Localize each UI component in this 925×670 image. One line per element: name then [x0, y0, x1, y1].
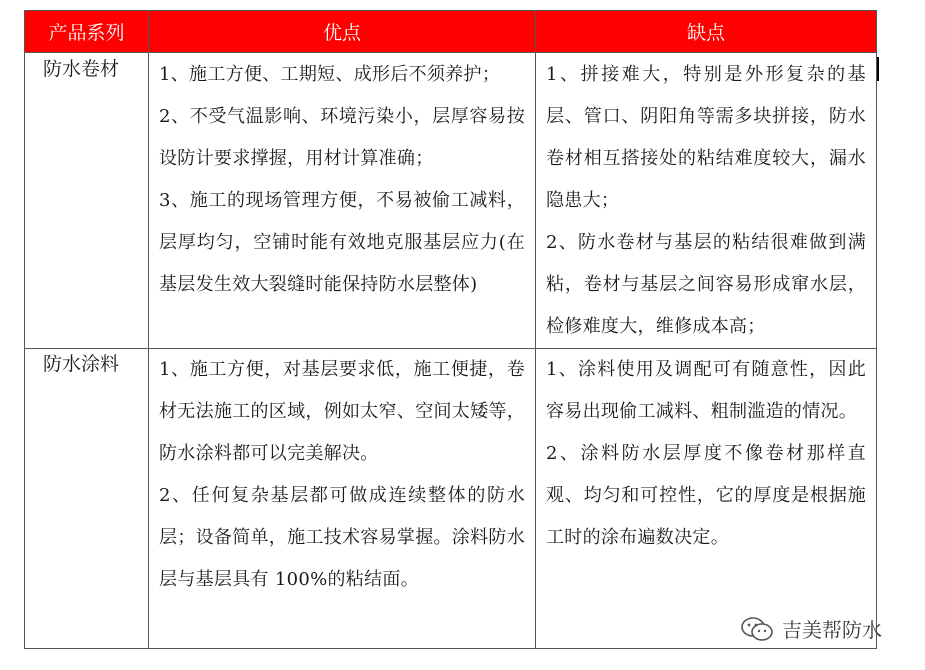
cons-item: 1、涂料使用及调配可有随意性，因此容易出现偷工减料、粗制滥造的情况。 [546, 359, 866, 422]
wechat-icon [740, 616, 774, 642]
pros-cell [149, 349, 536, 649]
category-cell: 防水涂料 [25, 349, 149, 649]
pros-item: 2、不受气温影响、环境污染小，层厚容易按设防计要求撑握，用材计算准确； [159, 106, 525, 169]
cons-item: 2、涂料防水层厚度不像卷材那样直观、均匀和可控性，它的厚度是根据施工时的涂布遍数决定。 [546, 443, 866, 548]
category-cell: 防水卷材 [25, 53, 149, 349]
table-row [25, 349, 877, 649]
header-disadvantages: 缺点 [536, 11, 877, 53]
cons-item: 1、拼接难大，特别是外形复杂的基层、管口、阴阳角等需多块拼接，防水卷材相互搭接处的粘结难度较大，漏水隐患大； [546, 64, 866, 211]
pros-item: 1、施工方便、工期短、成形后不须养护； [159, 64, 501, 85]
header-row [25, 11, 877, 53]
cons-cell [536, 349, 877, 649]
table-row [25, 53, 877, 349]
cons-cell [536, 53, 877, 349]
pros-cell [149, 53, 536, 349]
header-advantages: 优点 [149, 11, 536, 53]
pros-item: 3、施工的现场管理方便，不易被偷工减料，层厚均匀，空铺时能有效地克服基层应力(在基层发生效大裂缝时能保持防水层整体) [159, 190, 525, 295]
watermark [740, 614, 882, 643]
text-cursor [877, 57, 879, 81]
cons-item: 2、防水卷材与基层的粘结很难做到满粘，卷材与基层之间容易形成窜水层，检修难度大，维修成本高； [546, 232, 866, 337]
comparison-table [24, 10, 877, 649]
pros-item: 2、任何复杂基层都可做成连续整体的防水层；设备简单，施工技术容易掌握。涂料防水层与基层具有 100%的粘结面。 [159, 485, 525, 590]
watermark-text: 吉美帮防水 [782, 618, 882, 642]
header-product-series: 产品系列 [25, 11, 149, 53]
pros-item: 1、施工方便，对基层要求低，施工便捷，卷材无法施工的区域，例如太窄、空间太矮等，防水涂料都可以完美解决。 [159, 359, 525, 464]
